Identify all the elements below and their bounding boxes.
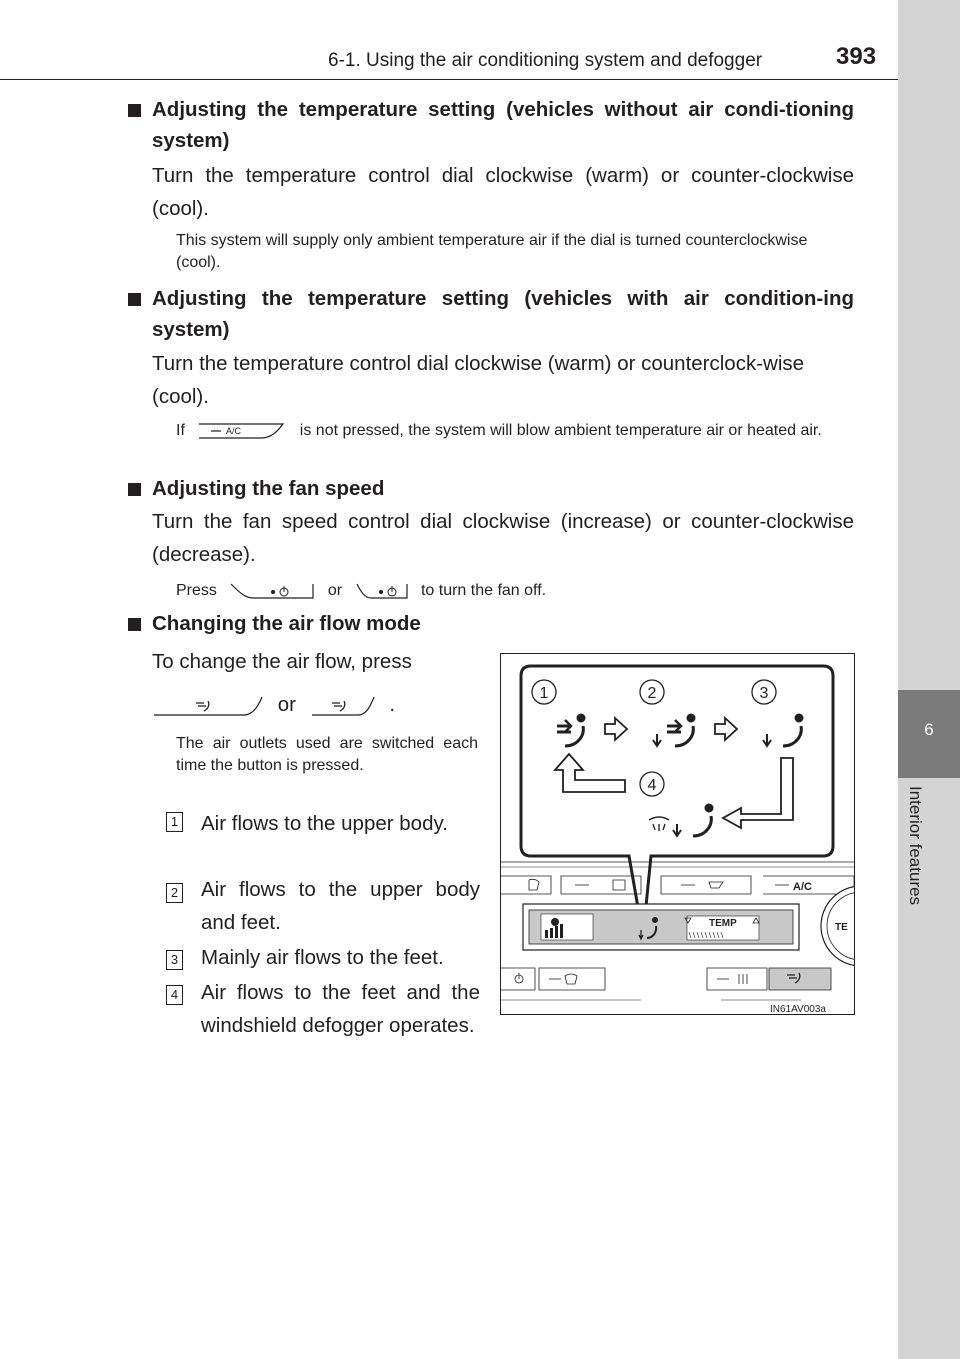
svg-text:1: 1 xyxy=(539,685,549,702)
panel-ac-label: A/C xyxy=(793,881,812,893)
svg-text:3: 3 xyxy=(759,685,769,702)
section-note: This system will supply only ambient temperature air if the dial is turned counterclockwise (cool). xyxy=(176,232,808,271)
bullet-square-icon xyxy=(128,483,141,496)
section-body: Turn the temperature control dial clockwise (warm) or counterclock-wise (cool). xyxy=(152,352,805,408)
section-heading: Adjusting the temperature setting (vehicles with air condition-ing system) xyxy=(152,287,854,341)
section-note: The air outlets used are switched each time the button is pressed. xyxy=(176,735,478,774)
section-body: To change the air flow, press xyxy=(152,650,412,673)
list-item: Air flows to the feet and the windshield defogger operates. xyxy=(201,981,480,1037)
section-heading: Adjusting the temperature setting (vehicles without air condi-tioning system) xyxy=(152,98,854,152)
control-panel-illustration xyxy=(501,654,854,1014)
panel-dial-label: TE xyxy=(835,922,848,933)
bullet-square-icon xyxy=(128,293,141,306)
chapter-title: Interior features xyxy=(906,786,925,906)
svg-text:2: 2 xyxy=(647,685,657,702)
bullet-square-icon xyxy=(128,618,141,631)
header-rule xyxy=(0,79,960,80)
section-note: Press or to turn the fan off. xyxy=(176,580,848,602)
ac-button-label: A/C xyxy=(226,426,242,436)
list-item: Mainly air flows to the feet. xyxy=(201,946,444,969)
section-heading: Adjusting the fan speed xyxy=(152,477,385,500)
fan-off-button-icon xyxy=(355,580,409,602)
item-number-badge: 4 xyxy=(166,985,183,1005)
bullet-square-icon xyxy=(128,104,141,117)
section-note: If A/C is not pressed, the system will blow ambient temperature air or heated air. xyxy=(176,420,848,442)
panel-temp-label: TEMP xyxy=(709,918,737,929)
chapter-number: 6 xyxy=(924,720,934,739)
section-heading: Changing the air flow mode xyxy=(152,612,421,635)
fan-off-button-icon xyxy=(229,580,315,602)
callout-4 xyxy=(640,772,664,796)
section-body: Turn the temperature control dial clockwise (warm) or counter-clockwise (cool). xyxy=(152,164,854,220)
list-item: Air flows to the upper body. xyxy=(201,812,448,835)
section-body: Turn the fan speed control dial clockwise (increase) or counter-clockwise (decrease). xyxy=(152,510,854,566)
section-body-buttons: or . xyxy=(152,688,480,721)
item-number-badge: 3 xyxy=(166,950,183,970)
airflow-mode-button-icon xyxy=(152,693,264,719)
callout-2 xyxy=(640,680,664,704)
airflow-mode-figure xyxy=(500,653,855,1015)
callout-1 xyxy=(532,680,556,704)
list-item: Air flows to the upper body and feet. xyxy=(201,878,480,934)
svg-text:4: 4 xyxy=(647,777,657,794)
ac-button-icon xyxy=(197,420,287,442)
item-number-badge: 2 xyxy=(166,883,183,903)
airflow-mode-button-icon xyxy=(310,693,376,719)
side-tab xyxy=(898,0,960,1359)
callout-3 xyxy=(752,680,776,704)
figure-code: IN61AV003a xyxy=(770,1004,826,1014)
page-number: 393 xyxy=(836,43,877,70)
item-number-badge: 1 xyxy=(166,812,183,832)
running-header: 6-1. Using the air conditioning system and defogger xyxy=(328,50,763,71)
